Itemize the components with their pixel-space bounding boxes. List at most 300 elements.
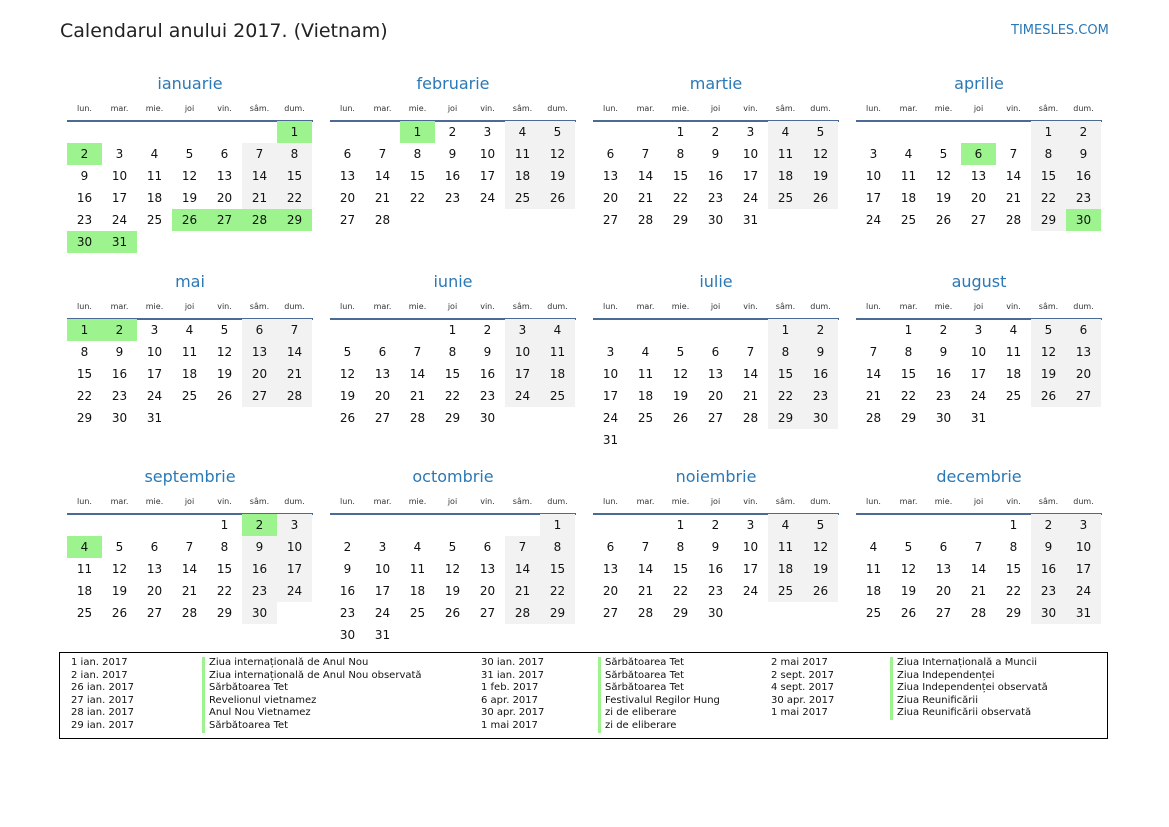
weekday-label: mar. <box>899 302 918 311</box>
day-cell: 22 <box>672 191 689 205</box>
day-cell: 31 <box>602 433 619 447</box>
day-cell: 10 <box>970 345 987 359</box>
weekday-label: vin. <box>217 302 232 311</box>
day-cell: 3 <box>150 323 159 337</box>
legend-date-column <box>71 657 134 733</box>
holiday-day-cell: 27 <box>207 209 242 231</box>
day-cell: 10 <box>602 367 619 381</box>
weekday-label: mie. <box>934 302 953 311</box>
day-cell: 10 <box>374 562 391 576</box>
day-cell: 19 <box>803 165 838 187</box>
day-cell: 11 <box>768 536 803 558</box>
day-cell: 25 <box>540 385 575 407</box>
day-cell: 5 <box>115 540 124 554</box>
day-cell: 20 <box>1066 363 1101 385</box>
legend-date: 4 sept. 2017 <box>771 682 834 694</box>
day-cell: 11 <box>637 367 654 381</box>
holiday-day-cell: 30 <box>1066 209 1101 231</box>
day-cell: 6 <box>483 540 492 554</box>
legend-date: 1 mai 2017 <box>481 719 538 731</box>
weekday-label: joi <box>184 104 195 113</box>
weekday-label: dum. <box>547 497 568 506</box>
day-cell: 11 <box>865 562 882 576</box>
day-cell: 24 <box>111 213 128 227</box>
day-cell: 8 <box>540 536 575 558</box>
holiday-day-cell: 2 <box>67 143 102 165</box>
day-cell: 15 <box>216 562 233 576</box>
month-name: septembrie <box>144 467 236 486</box>
day-cell: 16 <box>479 367 496 381</box>
day-cell: 17 <box>742 562 759 576</box>
day-cell: 21 <box>374 191 391 205</box>
weekday-label: lun. <box>77 497 92 506</box>
day-cell: 20 <box>374 389 391 403</box>
weekday-label: sâm. <box>1038 497 1059 506</box>
day-cell: 1 <box>768 319 803 341</box>
day-cell: 11 <box>540 341 575 363</box>
day-cell: 28 <box>742 411 759 425</box>
legend-holiday-name: Sărbătoarea Tet <box>598 682 720 695</box>
weekday-label: lun. <box>77 104 92 113</box>
weekday-label: dum. <box>810 104 831 113</box>
weekday-label: sâm. <box>775 302 796 311</box>
day-cell: 31 <box>970 411 987 425</box>
day-cell: 11 <box>409 562 426 576</box>
day-cell: 25 <box>637 411 654 425</box>
day-cell: 25 <box>181 389 198 403</box>
day-cell: 24 <box>479 191 496 205</box>
day-cell: 1 <box>676 125 685 139</box>
day-cell: 3 <box>606 345 615 359</box>
day-cell: 18 <box>540 363 575 385</box>
legend-date: 28 ian. 2017 <box>71 707 134 719</box>
day-cell: 13 <box>602 169 619 183</box>
weekday-label: mar. <box>110 104 129 113</box>
day-cell: 17 <box>479 169 496 183</box>
day-cell: 2 <box>448 125 457 139</box>
day-cell: 7 <box>746 345 755 359</box>
day-cell: 22 <box>1005 584 1022 598</box>
day-cell: 16 <box>111 367 128 381</box>
day-cell: 20 <box>216 191 233 205</box>
day-cell: 12 <box>935 169 952 183</box>
day-cell: 16 <box>707 169 724 183</box>
day-cell: 28 <box>409 411 426 425</box>
day-cell: 19 <box>672 389 689 403</box>
day-cell: 14 <box>242 165 277 187</box>
holiday-day-cell: 1 <box>400 121 435 143</box>
day-cell: 27 <box>707 411 724 425</box>
weekday-label: mie. <box>408 104 427 113</box>
day-cell: 4 <box>540 319 575 341</box>
weekday-header <box>856 300 1102 320</box>
day-cell: 20 <box>707 389 724 403</box>
holiday-day-cell: 1 <box>67 319 102 341</box>
day-cell: 24 <box>742 191 759 205</box>
day-cell: 18 <box>1005 367 1022 381</box>
day-cell: 25 <box>409 606 426 620</box>
day-cell: 14 <box>181 562 198 576</box>
day-cell: 10 <box>111 169 128 183</box>
day-cell: 9 <box>343 562 352 576</box>
weekday-label: lun. <box>603 104 618 113</box>
day-cell: 13 <box>339 169 356 183</box>
day-cell: 10 <box>146 345 163 359</box>
day-cell: 18 <box>409 584 426 598</box>
day-cell: 18 <box>768 558 803 580</box>
weekday-label: sâm. <box>1038 302 1059 311</box>
day-cell: 25 <box>505 187 540 209</box>
day-cell: 21 <box>505 580 540 602</box>
day-cell: 3 <box>505 319 540 341</box>
day-cell: 23 <box>803 385 838 407</box>
holiday-day-cell: 1 <box>277 121 312 143</box>
day-cell: 28 <box>637 606 654 620</box>
weekday-label: joi <box>973 497 984 506</box>
day-cell: 11 <box>146 169 163 183</box>
day-cell: 20 <box>242 363 277 385</box>
day-cell: 15 <box>444 367 461 381</box>
weekday-label: vin. <box>217 104 232 113</box>
day-cell: 1 <box>540 514 575 536</box>
day-cell: 29 <box>1031 209 1066 231</box>
day-cell: 15 <box>277 165 312 187</box>
day-cell: 27 <box>1066 385 1101 407</box>
day-cell: 13 <box>479 562 496 576</box>
day-cell: 15 <box>540 558 575 580</box>
weekday-label: lun. <box>77 302 92 311</box>
day-cell: 7 <box>242 143 277 165</box>
weekday-label: joi <box>710 302 721 311</box>
day-cell: 1 <box>1031 121 1066 143</box>
day-cell: 30 <box>707 606 724 620</box>
weekday-label: vin. <box>743 104 758 113</box>
day-cell: 10 <box>277 536 312 558</box>
day-cell: 19 <box>339 389 356 403</box>
day-cell: 25 <box>768 580 803 602</box>
day-cell: 23 <box>707 584 724 598</box>
day-cell: 25 <box>900 213 917 227</box>
day-cell: 2 <box>803 319 838 341</box>
legend-date: 1 ian. 2017 <box>71 657 128 668</box>
day-cell: 27 <box>970 213 987 227</box>
day-cell: 10 <box>865 169 882 183</box>
day-cell: 28 <box>181 606 198 620</box>
day-cell: 9 <box>242 536 277 558</box>
legend-date: 29 ian. 2017 <box>71 719 134 731</box>
day-cell: 21 <box>637 191 654 205</box>
day-cell: 4 <box>869 540 878 554</box>
day-cell: 20 <box>339 191 356 205</box>
weekday-label: dum. <box>284 497 305 506</box>
weekday-label: mar. <box>636 497 655 506</box>
day-cell: 5 <box>1031 319 1066 341</box>
month-name: octombrie <box>412 467 494 486</box>
day-cell: 24 <box>865 213 882 227</box>
day-cell: 9 <box>80 169 89 183</box>
day-cell: 7 <box>505 536 540 558</box>
day-cell: 23 <box>479 389 496 403</box>
day-cell: 30 <box>1031 602 1066 624</box>
day-cell: 4 <box>768 514 803 536</box>
day-cell: 28 <box>970 606 987 620</box>
weekday-label: mie. <box>145 302 164 311</box>
weekday-header <box>856 102 1102 122</box>
day-cell: 22 <box>1031 187 1066 209</box>
weekday-label: lun. <box>340 497 355 506</box>
day-cell: 9 <box>1031 536 1066 558</box>
legend-date: 30 ian. 2017 <box>481 657 544 668</box>
legend-date: 26 ian. 2017 <box>71 682 134 694</box>
day-cell: 21 <box>970 584 987 598</box>
weekday-label: lun. <box>603 302 618 311</box>
day-cell: 26 <box>444 606 461 620</box>
day-cell: 24 <box>742 584 759 598</box>
day-cell: 9 <box>1066 143 1101 165</box>
day-cell: 17 <box>742 169 759 183</box>
day-cell: 5 <box>540 121 575 143</box>
day-cell: 17 <box>374 584 391 598</box>
weekday-label: vin. <box>743 497 758 506</box>
day-cell: 8 <box>80 345 89 359</box>
day-cell: 5 <box>939 147 948 161</box>
legend-date-column <box>481 657 544 733</box>
day-cell: 13 <box>374 367 391 381</box>
day-cell: 9 <box>939 345 948 359</box>
day-cell: 12 <box>803 536 838 558</box>
day-cell: 20 <box>970 191 987 205</box>
day-cell: 1 <box>904 323 913 337</box>
day-cell: 24 <box>277 580 312 602</box>
day-cell: 19 <box>540 165 575 187</box>
weekday-label: dum. <box>547 104 568 113</box>
months-grid <box>67 74 1103 644</box>
day-cell: 8 <box>904 345 913 359</box>
day-cell: 1 <box>448 323 457 337</box>
day-cell: 6 <box>150 540 159 554</box>
day-cell: 24 <box>602 411 619 425</box>
day-cell: 17 <box>970 367 987 381</box>
day-cell: 19 <box>181 191 198 205</box>
weekday-label: mar. <box>373 104 392 113</box>
weekday-label: mar. <box>899 497 918 506</box>
day-cell: 26 <box>216 389 233 403</box>
day-cell: 21 <box>277 363 312 385</box>
weekday-label: joi <box>973 104 984 113</box>
weekday-label: joi <box>447 497 458 506</box>
day-cell: 8 <box>413 147 422 161</box>
holiday-day-cell: 4 <box>67 536 102 558</box>
day-cell: 11 <box>768 143 803 165</box>
day-cell: 21 <box>181 584 198 598</box>
weekday-label: mar. <box>110 302 129 311</box>
day-cell: 20 <box>602 584 619 598</box>
day-cell: 9 <box>483 345 492 359</box>
weekday-label: mar. <box>110 497 129 506</box>
day-cell: 26 <box>540 187 575 209</box>
weekday-label: vin. <box>1006 497 1021 506</box>
weekday-label: sâm. <box>512 104 533 113</box>
day-cell: 27 <box>339 213 356 227</box>
day-cell: 14 <box>865 367 882 381</box>
legend-date-column <box>771 657 834 720</box>
day-cell: 15 <box>409 169 426 183</box>
day-cell: 28 <box>1005 213 1022 227</box>
day-cell: 21 <box>409 389 426 403</box>
legend-holiday-name: Ziua internațională de Anul Nou <box>202 657 422 670</box>
day-cell: 27 <box>479 606 496 620</box>
weekday-label: vin. <box>743 302 758 311</box>
day-cell: 13 <box>216 169 233 183</box>
day-cell: 30 <box>242 602 277 624</box>
weekday-label: joi <box>447 104 458 113</box>
day-cell: 13 <box>146 562 163 576</box>
day-cell: 3 <box>378 540 387 554</box>
day-cell: 22 <box>672 584 689 598</box>
day-cell: 29 <box>540 602 575 624</box>
day-cell: 2 <box>711 518 720 532</box>
day-cell: 4 <box>768 121 803 143</box>
weekday-header <box>67 300 313 320</box>
month-name: august <box>951 272 1007 291</box>
legend-holiday-name: Festivalul Regilor Hung <box>598 695 720 708</box>
day-cell: 19 <box>216 367 233 381</box>
day-cell: 25 <box>865 606 882 620</box>
legend-date: 1 mai 2017 <box>771 707 828 719</box>
weekday-header <box>856 495 1102 515</box>
day-cell: 4 <box>185 323 194 337</box>
day-cell: 11 <box>181 345 198 359</box>
holiday-day-cell: 30 <box>67 231 102 253</box>
weekday-label: mar. <box>373 302 392 311</box>
day-cell: 26 <box>900 606 917 620</box>
day-cell: 6 <box>1066 319 1101 341</box>
month-name: iunie <box>433 272 473 291</box>
day-cell: 5 <box>448 540 457 554</box>
day-cell: 25 <box>146 213 163 227</box>
weekday-label: vin. <box>1006 104 1021 113</box>
weekday-header <box>330 102 576 122</box>
day-cell: 14 <box>637 562 654 576</box>
weekday-label: lun. <box>866 497 881 506</box>
legend-holiday-name: Ziua Independenței <box>890 670 1048 683</box>
day-cell: 16 <box>803 363 838 385</box>
day-cell: 30 <box>479 411 496 425</box>
weekday-label: mie. <box>671 497 690 506</box>
holiday-day-cell: 28 <box>242 209 277 231</box>
day-cell: 13 <box>970 169 987 183</box>
day-cell: 16 <box>444 169 461 183</box>
day-cell: 30 <box>111 411 128 425</box>
day-cell: 15 <box>672 169 689 183</box>
day-cell: 7 <box>869 345 878 359</box>
legend-holiday-name: Ziua Reunificării <box>890 695 1048 708</box>
weekday-label: dum. <box>284 302 305 311</box>
day-cell: 14 <box>970 562 987 576</box>
legend-holiday-name: Ziua Reunificării observată <box>890 707 1048 720</box>
day-cell: 22 <box>216 584 233 598</box>
holiday-day-cell: 26 <box>172 209 207 231</box>
day-cell: 12 <box>339 367 356 381</box>
day-cell: 22 <box>768 385 803 407</box>
site-link[interactable]: TIMESLES.COM <box>1011 23 1109 38</box>
day-cell: 20 <box>602 191 619 205</box>
weekday-label: mie. <box>408 497 427 506</box>
legend-holiday-name: Ziua Independenței observată <box>890 682 1048 695</box>
day-cell: 6 <box>606 540 615 554</box>
day-cell: 10 <box>1066 536 1101 558</box>
legend-holiday-name: Ziua Internațională a Muncii <box>890 657 1048 670</box>
day-cell: 23 <box>1031 580 1066 602</box>
weekday-label: vin. <box>480 104 495 113</box>
weekday-header <box>593 495 839 515</box>
day-cell: 19 <box>111 584 128 598</box>
day-cell: 14 <box>505 558 540 580</box>
day-cell: 23 <box>242 580 277 602</box>
day-cell: 5 <box>803 514 838 536</box>
legend-holiday-name: Anul Nou Vietnamez <box>202 707 422 720</box>
day-cell: 22 <box>444 389 461 403</box>
weekday-label: joi <box>184 497 195 506</box>
day-cell: 6 <box>242 319 277 341</box>
day-cell: 23 <box>76 213 93 227</box>
day-cell: 26 <box>1031 385 1066 407</box>
day-cell: 22 <box>900 389 917 403</box>
day-cell: 3 <box>1066 514 1101 536</box>
day-cell: 22 <box>409 191 426 205</box>
day-cell: 30 <box>935 411 952 425</box>
legend-date: 27 ian. 2017 <box>71 694 134 706</box>
weekday-label: mie. <box>934 104 953 113</box>
day-cell: 4 <box>904 147 913 161</box>
weekday-label: mie. <box>145 104 164 113</box>
day-cell: 12 <box>900 562 917 576</box>
day-cell: 27 <box>242 385 277 407</box>
month-name: aprilie <box>954 74 1004 93</box>
day-cell: 28 <box>865 411 882 425</box>
day-cell: 20 <box>935 584 952 598</box>
day-cell: 12 <box>803 143 838 165</box>
day-cell: 16 <box>242 558 277 580</box>
day-cell: 9 <box>803 341 838 363</box>
month-name: februarie <box>416 74 490 93</box>
day-cell: 16 <box>935 367 952 381</box>
weekday-label: mie. <box>408 302 427 311</box>
day-cell: 18 <box>768 165 803 187</box>
day-cell: 19 <box>1031 363 1066 385</box>
day-cell: 2 <box>711 125 720 139</box>
day-cell: 26 <box>803 580 838 602</box>
day-cell: 5 <box>343 345 352 359</box>
holiday-day-cell: 6 <box>961 143 996 165</box>
weekday-label: sâm. <box>249 302 270 311</box>
legend-date: 31 ian. 2017 <box>481 669 544 681</box>
weekday-label: mar. <box>899 104 918 113</box>
day-cell: 23 <box>935 389 952 403</box>
day-cell: 26 <box>935 213 952 227</box>
weekday-header <box>67 495 313 515</box>
weekday-label: mar. <box>636 104 655 113</box>
day-cell: 3 <box>974 323 983 337</box>
day-cell: 18 <box>637 389 654 403</box>
day-cell: 26 <box>803 187 838 209</box>
day-cell: 30 <box>339 628 356 642</box>
day-cell: 8 <box>1009 540 1018 554</box>
day-cell: 29 <box>216 606 233 620</box>
day-cell: 13 <box>1066 341 1101 363</box>
day-cell: 18 <box>505 165 540 187</box>
weekday-header <box>593 102 839 122</box>
